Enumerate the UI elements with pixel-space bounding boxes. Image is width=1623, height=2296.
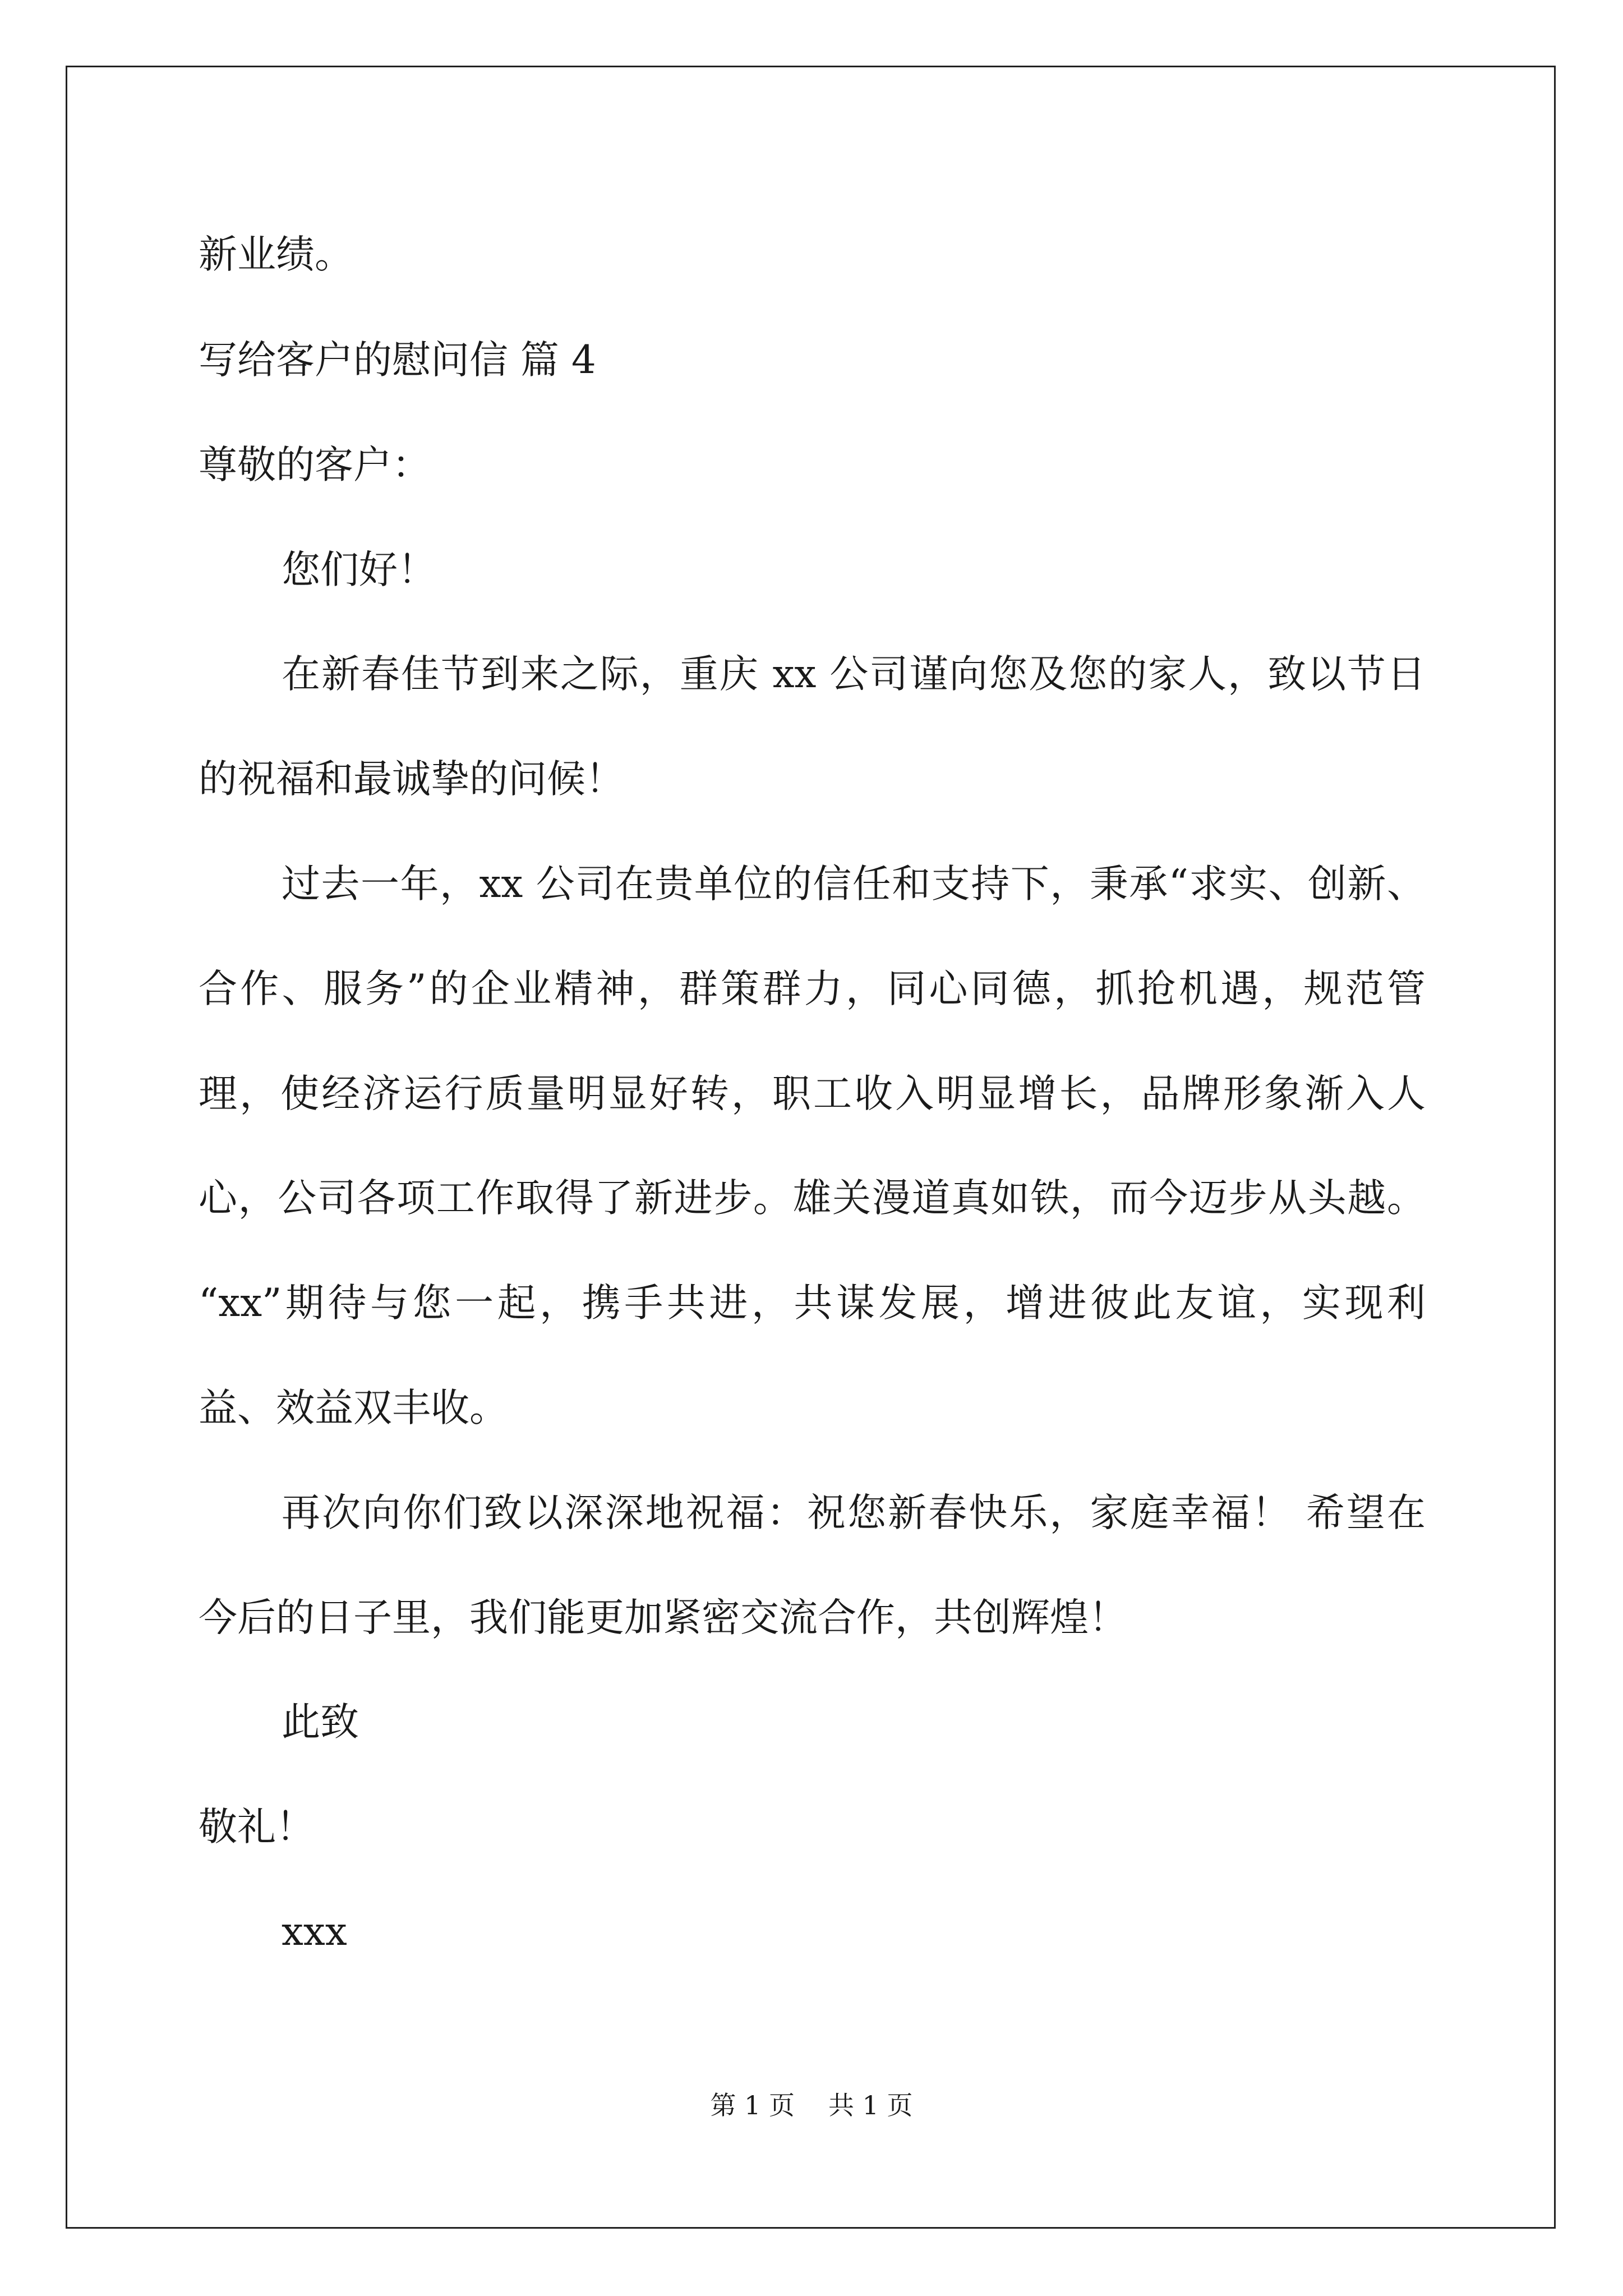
salutation: 尊敬的客户： xyxy=(199,443,431,487)
body-paragraph-3-line-1: 再次向你们致以深深地祝福：祝您新春快乐，家庭幸福！ 希望在 xyxy=(282,1490,1426,1535)
page-number-total: 共 1 页 xyxy=(828,2090,913,2120)
greeting: 您们好！ xyxy=(282,547,436,592)
body-paragraph-3-line-2: 今后的日子里，我们能更加紧密交流合作，共创辉煌！ xyxy=(199,1595,1127,1640)
section-heading: 写给客户的慰问信 篇 4 xyxy=(199,338,596,383)
text-line-continuation: 新业绩。 xyxy=(199,232,353,277)
body-paragraph-2-line-2: 合作、服务”的企业精神，群策群力，同心同德，抓抢机遇，规范管 xyxy=(199,967,1426,1011)
body-paragraph-2-line-4: 心，公司各项工作取得了新进步。雄关漫道真如铁，而今迈步从头越。 xyxy=(199,1176,1426,1221)
body-paragraph-2-line-5: “xx”期待与您一起，携手共进，共谋发展，增进彼此友谊，实现利 xyxy=(199,1281,1426,1326)
closing-salute: 敬礼！ xyxy=(199,1805,315,1849)
signature: xxx xyxy=(282,1910,347,1954)
page-number-current: 第 1 页 xyxy=(710,2090,795,2120)
body-paragraph-1-line-1: 在新春佳节到来之际，重庆 xx 公司谨向您及您的家人，致以节日 xyxy=(282,652,1426,697)
page-footer xyxy=(0,2092,1623,2118)
body-paragraph-2-line-1: 过去一年，xx 公司在贵单位的信任和支持下，秉承“求实、创新、 xyxy=(282,862,1426,907)
body-paragraph-2-line-3: 理，使经济运行质量明显好转，职工收入明显增长，品牌形象渐入人 xyxy=(199,1071,1426,1116)
closing-phrase: 此致 xyxy=(282,1700,359,1745)
body-paragraph-2-line-6: 益、效益双丰收。 xyxy=(199,1386,508,1430)
body-paragraph-1-line-2: 的祝福和最诚挚的问候！ xyxy=(199,757,624,802)
page-border xyxy=(66,66,1556,2229)
